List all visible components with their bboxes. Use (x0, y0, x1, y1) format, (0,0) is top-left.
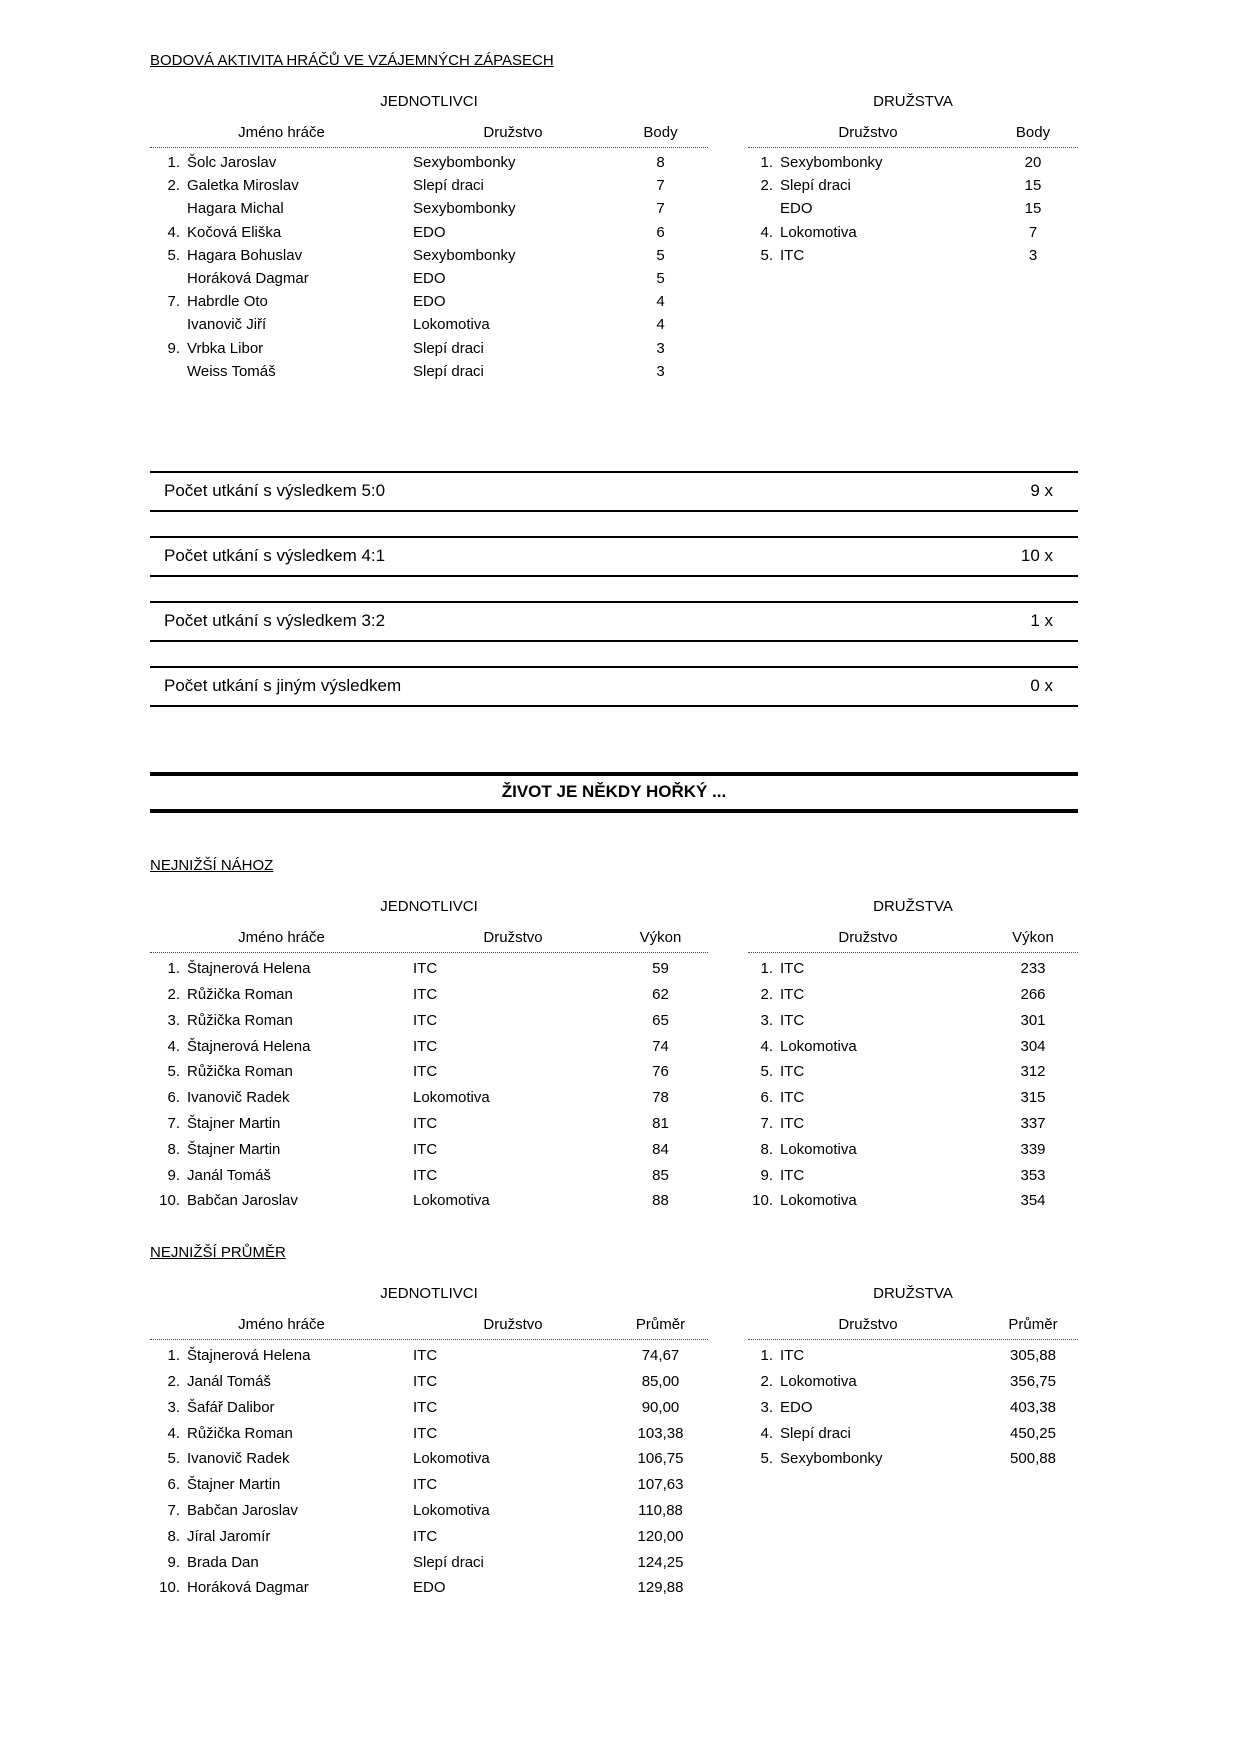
header-team: Družstvo (483, 1315, 543, 1333)
team-cell: EDO (780, 200, 813, 218)
score-cell: 78 (652, 1089, 669, 1107)
individuals-caption: JEDNOTLIVCI (380, 93, 478, 110)
team-cell: EDO (780, 1398, 813, 1416)
player-name-cell: Hagara Bohuslav (187, 246, 303, 264)
rank-cell: 1. (760, 960, 773, 978)
points-cell: 7 (656, 200, 665, 218)
team-cell: EDO (413, 223, 446, 241)
player-name-cell: Růžička Roman (187, 1063, 293, 1081)
table-row (748, 244, 1078, 267)
player-name-cell: Růžička Roman (187, 1424, 293, 1442)
team-cell: Lokomotiva (413, 1502, 490, 1520)
average-cell: 120,00 (637, 1527, 684, 1545)
table-row (748, 1136, 1078, 1162)
section-points-title: BODOVÁ AKTIVITA HRÁČŮ VE VZÁJEMNÝCH ZÁPASECH (150, 52, 554, 69)
result-banners (150, 471, 1078, 707)
team-cell: ITC (413, 1140, 438, 1158)
rank-cell: 1. (760, 154, 773, 172)
team-cell: Lokomotiva (780, 223, 857, 241)
points-individuals-table (150, 93, 708, 383)
table-row (150, 1033, 708, 1059)
player-name-cell: Horáková Dagmar (187, 270, 309, 288)
table-row (748, 1446, 1078, 1472)
rank-cell: 3. (167, 1011, 180, 1029)
team-cell: ITC (780, 1063, 805, 1081)
player-name-cell: Weiss Tomáš (187, 362, 276, 380)
table-header-row (150, 124, 708, 148)
score-cell: 301 (1020, 1011, 1046, 1029)
table-row (150, 1446, 708, 1472)
average-cell: 129,88 (637, 1579, 684, 1597)
team-cell: Lokomotiva (413, 1450, 490, 1468)
table-row (150, 290, 708, 313)
table-row (748, 1420, 1078, 1446)
rank-cell: 2. (760, 1373, 773, 1391)
rank-cell: 5. (167, 1063, 180, 1081)
header-average: Průměr (635, 1315, 686, 1333)
player-name-cell: Štajner Martin (187, 1140, 281, 1158)
banner-label: Počet utkání s výsledkem 4:1 (164, 546, 386, 566)
player-name-cell: Vrbka Libor (187, 339, 264, 357)
team-cell: Slepí draci (780, 177, 851, 195)
header-team: Družstvo (838, 928, 898, 946)
table-row (150, 313, 708, 336)
section-lowest-game (150, 857, 1078, 1214)
banner-label: Počet utkání s jiným výsledkem (164, 676, 402, 696)
table-row (150, 1007, 708, 1033)
table-row (748, 1111, 1078, 1137)
table-row (150, 956, 708, 982)
table-row (150, 337, 708, 360)
rank-cell: 9. (167, 1166, 180, 1184)
table-row (748, 221, 1078, 244)
rank-cell: 2. (167, 177, 180, 195)
rank-cell: 3. (167, 1398, 180, 1416)
table-row (748, 1162, 1078, 1188)
player-name-cell: Šafář Dalibor (187, 1398, 275, 1416)
team-cell: ITC (413, 1373, 438, 1391)
score-cell: 233 (1020, 960, 1046, 978)
score-cell: 304 (1020, 1037, 1046, 1055)
team-cell: ITC (413, 1398, 438, 1416)
lowest-average-tables (150, 1285, 1078, 1601)
points-cell: 6 (656, 223, 665, 241)
team-cell: ITC (413, 960, 438, 978)
header-team: Družstvo (483, 124, 543, 141)
table-row (150, 1575, 708, 1601)
score-cell: 315 (1020, 1089, 1046, 1107)
banner-count: 1 x (1030, 611, 1053, 631)
table-body (748, 148, 1078, 267)
player-name-cell: Hagara Michal (187, 200, 284, 218)
points-cell: 4 (656, 316, 665, 334)
rank-cell: 7. (167, 1502, 180, 1520)
header-score: Výkon (1012, 928, 1054, 946)
points-cell: 3 (656, 362, 665, 380)
rank-cell: 8. (760, 1140, 773, 1158)
team-cell: Sexybombonky (413, 200, 516, 218)
rank-cell: 3. (760, 1398, 773, 1416)
rank-cell: 4. (167, 1424, 180, 1442)
score-cell: 312 (1020, 1063, 1046, 1081)
table-row (748, 1343, 1078, 1369)
player-name-cell: Babčan Jaroslav (187, 1502, 298, 1520)
rank-cell: 1. (167, 1347, 180, 1365)
team-cell: Sexybombonky (413, 154, 516, 172)
player-name-cell: Ivanovič Jiří (187, 316, 267, 334)
table-row (150, 1498, 708, 1524)
lowest-average-teams-table (748, 1285, 1078, 1472)
table-header-row (748, 124, 1078, 148)
table-row (150, 1188, 708, 1214)
table-row (150, 1472, 708, 1498)
rank-cell: 6. (167, 1476, 180, 1494)
rank-cell: 7. (167, 293, 180, 311)
table-row (748, 1033, 1078, 1059)
result-banner (150, 666, 1078, 707)
header-score: Výkon (639, 928, 682, 946)
table-row (748, 956, 1078, 982)
team-cell: ITC (780, 246, 805, 264)
team-cell: ITC (780, 1166, 805, 1184)
teams-caption: DRUŽSTVA (873, 897, 953, 915)
player-name-cell: Ivanovič Radek (187, 1450, 290, 1468)
team-cell: ITC (413, 1476, 438, 1494)
table-row (150, 1549, 708, 1575)
team-cell: ITC (413, 1166, 438, 1184)
team-cell: Lokomotiva (780, 1037, 857, 1055)
points-cell: 3 (656, 339, 665, 357)
quote-title: ŽIVOT JE NĚKDY HOŘKÝ ... (150, 772, 1078, 813)
table-row (150, 244, 708, 267)
player-name-cell: Habrdle Oto (187, 293, 268, 311)
rank-cell: 1. (760, 1347, 773, 1365)
points-cell: 3 (1028, 246, 1038, 264)
team-cell: ITC (780, 1115, 805, 1133)
rank-cell: 4. (760, 1037, 773, 1055)
rank-cell: 8. (167, 1140, 180, 1158)
rank-cell: 8. (167, 1527, 180, 1545)
rank-cell: 1. (167, 154, 180, 172)
section-lowest-average-title: NEJNIŽŠÍ PRŮMĚR (150, 1243, 286, 1261)
table-row (150, 1085, 708, 1111)
team-cell: ITC (413, 1037, 438, 1055)
table-row (150, 221, 708, 244)
average-cell: 450,25 (1010, 1424, 1056, 1442)
rank-cell: 6. (167, 1089, 180, 1107)
lowest-game-teams-table (748, 898, 1078, 1214)
teams-caption: DRUŽSTVA (873, 1284, 953, 1302)
player-name-cell: Janál Tomáš (187, 1373, 271, 1391)
table-row (748, 151, 1078, 174)
team-cell: ITC (780, 960, 805, 978)
average-cell: 103,38 (637, 1424, 684, 1442)
teams-caption: DRUŽSTVA (873, 93, 953, 110)
rank-cell: 1. (167, 960, 180, 978)
header-player-name: Jméno hráče (238, 928, 325, 946)
player-name-cell: Brada Dan (187, 1553, 259, 1571)
table-row (150, 174, 708, 197)
banner-count: 9 x (1030, 481, 1053, 501)
points-cell: 7 (656, 177, 665, 195)
rank-cell: 2. (167, 1373, 180, 1391)
player-name-cell: Štajner Martin (187, 1476, 281, 1494)
table-row (150, 1343, 708, 1369)
average-cell: 403,38 (1010, 1398, 1056, 1416)
rank-cell: 10. (159, 1192, 180, 1210)
team-cell: ITC (413, 1424, 438, 1442)
header-team: Družstvo (483, 928, 543, 946)
average-cell: 90,00 (641, 1398, 680, 1416)
player-name-cell: Štajner Martin (187, 1115, 281, 1133)
score-cell: 339 (1020, 1140, 1046, 1158)
team-cell: Sexybombonky (780, 1450, 883, 1468)
team-cell: ITC (413, 1115, 438, 1133)
average-cell: 356,75 (1010, 1373, 1056, 1391)
banner-count: 0 x (1030, 676, 1053, 696)
result-banner (150, 536, 1078, 577)
average-cell: 107,63 (637, 1476, 684, 1494)
team-cell: ITC (780, 986, 805, 1004)
table-header-row (150, 929, 708, 953)
table-row (748, 982, 1078, 1008)
rank-cell: 4. (167, 223, 180, 241)
table-row (150, 1394, 708, 1420)
table-body (150, 148, 708, 383)
player-name-cell: Jíral Jaromír (187, 1527, 271, 1545)
team-cell: Slepí draci (413, 362, 484, 380)
average-cell: 106,75 (637, 1450, 684, 1468)
team-cell: Lokomotiva (780, 1140, 857, 1158)
points-tables (150, 93, 1078, 383)
rank-cell: 9. (167, 1553, 180, 1571)
table-row (150, 1136, 708, 1162)
score-cell: 354 (1020, 1192, 1046, 1210)
team-cell: ITC (413, 1347, 438, 1365)
rank-cell: 5. (167, 1450, 180, 1468)
points-cell: 8 (656, 154, 665, 172)
rank-cell: 5. (760, 1450, 773, 1468)
average-cell: 74,67 (641, 1347, 680, 1365)
team-cell: Slepí draci (413, 1553, 484, 1571)
score-cell: 84 (652, 1140, 669, 1158)
average-cell: 124,25 (637, 1553, 684, 1571)
result-banner (150, 601, 1078, 642)
table-body (748, 1340, 1078, 1472)
table-row (748, 1007, 1078, 1033)
rank-cell: 3. (760, 1011, 773, 1029)
table-row (748, 197, 1078, 220)
rank-cell: 5. (760, 1063, 773, 1081)
lowest-average-individuals-table (150, 1285, 708, 1601)
points-cell: 15 (1024, 200, 1042, 218)
average-cell: 85,00 (641, 1373, 680, 1391)
score-cell: 76 (652, 1063, 669, 1081)
rank-cell: 4. (760, 1424, 773, 1442)
rank-cell: 9. (760, 1166, 773, 1184)
score-cell: 85 (652, 1166, 669, 1184)
team-cell: ITC (780, 1347, 805, 1365)
team-cell: EDO (413, 270, 446, 288)
header-points: Body (1015, 124, 1051, 141)
table-row (748, 1394, 1078, 1420)
score-cell: 266 (1020, 986, 1046, 1004)
player-name-cell: Šolc Jaroslav (187, 154, 277, 172)
header-average: Průměr (1008, 1315, 1058, 1333)
player-name-cell: Štajnerová Helena (187, 1037, 311, 1055)
points-cell: 7 (1028, 223, 1038, 241)
score-cell: 81 (652, 1115, 669, 1133)
rank-cell: 7. (760, 1115, 773, 1133)
score-cell: 337 (1020, 1115, 1046, 1133)
team-cell: ITC (413, 1527, 438, 1545)
score-cell: 88 (652, 1192, 669, 1210)
player-name-cell: Růžička Roman (187, 1011, 293, 1029)
header-player-name: Jméno hráče (238, 124, 325, 141)
team-cell: Lokomotiva (413, 1192, 490, 1210)
table-row (150, 360, 708, 383)
average-cell: 305,88 (1010, 1347, 1056, 1365)
player-name-cell: Štajnerová Helena (187, 960, 311, 978)
table-row (150, 151, 708, 174)
header-player-name: Jméno hráče (238, 1315, 325, 1333)
points-cell: 5 (656, 246, 665, 264)
table-row (748, 174, 1078, 197)
team-cell: ITC (413, 986, 438, 1004)
result-banner (150, 471, 1078, 512)
table-row (150, 1111, 708, 1137)
rank-cell: 7. (167, 1115, 180, 1133)
points-cell: 4 (656, 293, 665, 311)
player-name-cell: Štajnerová Helena (187, 1347, 311, 1365)
table-row (150, 982, 708, 1008)
team-cell: Lokomotiva (780, 1192, 857, 1210)
player-name-cell: Galetka Miroslav (187, 177, 299, 195)
team-cell: Lokomotiva (413, 1089, 490, 1107)
points-teams-table (748, 93, 1078, 267)
table-row (748, 1085, 1078, 1111)
rank-cell: 2. (167, 986, 180, 1004)
team-cell: ITC (413, 1011, 438, 1029)
section-points (150, 52, 1078, 383)
player-name-cell: Kočová Eliška (187, 223, 282, 241)
lowest-game-tables (150, 898, 1078, 1214)
table-row (150, 267, 708, 290)
score-cell: 353 (1020, 1166, 1046, 1184)
rank-cell: 2. (760, 986, 773, 1004)
team-cell: ITC (413, 1063, 438, 1081)
rank-cell: 6. (760, 1089, 773, 1107)
table-row (748, 1059, 1078, 1085)
score-cell: 59 (652, 960, 669, 978)
average-cell: 110,88 (638, 1502, 683, 1520)
rank-cell: 9. (167, 339, 180, 357)
rank-cell: 2. (760, 177, 773, 195)
table-body (150, 953, 708, 1214)
team-cell: ITC (780, 1011, 805, 1029)
lowest-game-individuals-table (150, 898, 708, 1214)
rank-cell: 10. (752, 1192, 773, 1210)
rank-cell: 10. (159, 1579, 180, 1597)
player-name-cell: Horáková Dagmar (187, 1579, 309, 1597)
table-row (748, 1188, 1078, 1214)
table-row (150, 1523, 708, 1549)
table-row (150, 1059, 708, 1085)
banner-count: 10 x (1020, 546, 1053, 566)
team-cell: Sexybombonky (780, 154, 883, 172)
player-name-cell: Babčan Jaroslav (187, 1192, 298, 1210)
header-team: Družstvo (838, 1315, 898, 1333)
table-body (150, 1340, 708, 1601)
banner-label: Počet utkání s výsledkem 5:0 (164, 481, 386, 501)
individuals-caption: JEDNOTLIVCI (380, 897, 478, 915)
team-cell: Slepí draci (780, 1424, 851, 1442)
rank-cell: 4. (167, 1037, 180, 1055)
team-cell: Slepí draci (413, 339, 484, 357)
team-cell: Slepí draci (413, 177, 484, 195)
team-cell: Sexybombonky (413, 246, 516, 264)
player-name-cell: Janál Tomáš (187, 1166, 271, 1184)
individuals-caption: JEDNOTLIVCI (380, 1284, 478, 1302)
score-cell: 62 (652, 986, 669, 1004)
score-cell: 65 (652, 1011, 669, 1029)
header-points: Body (643, 124, 678, 141)
table-row (150, 197, 708, 220)
rank-cell: 5. (167, 246, 180, 264)
header-team: Družstvo (838, 124, 898, 141)
rank-cell: 4. (760, 223, 773, 241)
table-header-row (748, 929, 1078, 953)
table-row (748, 1369, 1078, 1395)
points-cell: 20 (1024, 154, 1042, 172)
player-name-cell: Ivanovič Radek (187, 1089, 290, 1107)
table-header-row (748, 1316, 1078, 1340)
table-header-row (150, 1316, 708, 1340)
points-cell: 15 (1024, 177, 1042, 195)
table-row (150, 1369, 708, 1395)
table-row (150, 1420, 708, 1446)
team-cell: Lokomotiva (780, 1373, 857, 1391)
rank-cell: 5. (760, 246, 773, 264)
team-cell: ITC (780, 1089, 805, 1107)
table-body (748, 953, 1078, 1214)
table-row (150, 1162, 708, 1188)
points-cell: 5 (656, 270, 665, 288)
section-lowest-game-title: NEJNIŽŠÍ NÁHOZ (150, 856, 274, 874)
banner-label: Počet utkání s výsledkem 3:2 (164, 611, 386, 631)
player-name-cell: Růžička Roman (187, 986, 293, 1004)
score-cell: 74 (652, 1037, 669, 1055)
average-cell: 500,88 (1010, 1450, 1056, 1468)
team-cell: Lokomotiva (413, 316, 490, 334)
team-cell: EDO (413, 1579, 446, 1597)
team-cell: EDO (413, 293, 446, 311)
section-lowest-average (150, 1244, 1078, 1601)
